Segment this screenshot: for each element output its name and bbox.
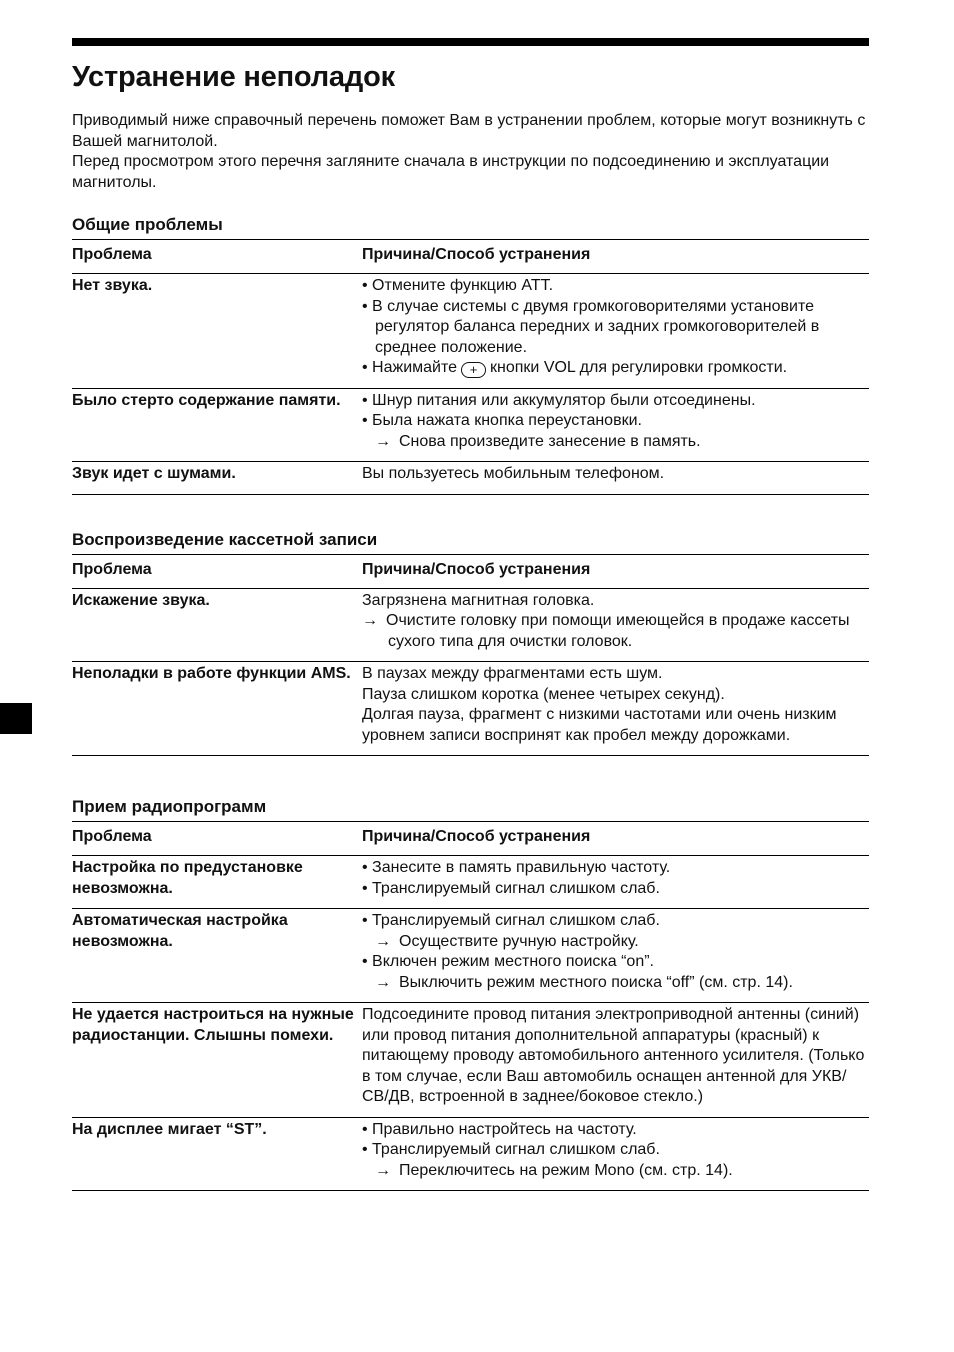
table-row [72,662,869,756]
arrow-right-icon: → [362,612,378,629]
item-text: Шнур питания или аккумулятор были отсоединены. [372,391,756,409]
plain-item: Пауза слишком коротка (менее четырех секунд). [362,685,725,703]
bullet-item [362,858,869,879]
intro-paragraph: Перед просмотром этого перечня загляните сначала в инструкции по подсоединению и эксплуатации магнитолы. [72,153,830,191]
title-rule [72,38,869,46]
table-row [72,462,869,495]
column-header-cause: Причина/Способ устранения [362,554,869,588]
plain-item: В паузах между фрагментами есть шум. [362,665,663,682]
bullet-item [362,358,869,379]
problem-cell: Искажение звука. [72,588,362,662]
cause-cell [362,1117,869,1191]
problem-cell: Автоматическая настройка невозможна. [72,909,362,1003]
item-text: Транслируемый сигнал слишком слаб. [372,1141,660,1158]
bullet-icon: • [362,859,373,876]
arrow-item [362,611,869,652]
arrow-item [375,432,869,453]
arrow-item [375,932,869,953]
item-text: Включен режим местного поиска “on”. [372,953,654,970]
table-row [72,274,869,389]
troubleshooting-table [72,821,869,1191]
problem-cell: Неполадки в работе функции AMS. [72,662,362,756]
bullet-item [362,391,869,412]
item-text: Выключить режим местного поиска “off” (см. стр. 14). [399,973,793,991]
troubleshooting-sections [72,215,869,1191]
cause-cell [362,1003,869,1118]
page-edge-tab [0,703,32,734]
cause-cell [362,909,869,1003]
bullet-icon: • [362,359,373,376]
problem-cell: Не удается настроиться на нужные радиостанции. Слышны помехи. [72,1003,362,1118]
bullet-item [362,879,869,900]
arrow-right-icon: → [375,932,391,950]
section-title: Воспроизведение кассетной записи [72,529,378,549]
item-text: Снова произведите занесение в память. [399,432,701,450]
bullet-item [362,952,869,973]
item-text: В случае системы с двумя громкоговорителями установите регулятор баланса передних и задних громкоговорителей в среднее положение. [372,297,820,356]
cause-cell [362,662,869,756]
item-text: Занесите в память правильную частоту. [372,859,671,876]
item-text: Транслируемый сигнал слишком слаб. [372,912,660,929]
page-content [72,38,869,1191]
table-row [72,388,869,462]
bullet-icon: • [362,391,373,409]
column-header-problem: Проблема [72,822,362,856]
intro-text [72,111,869,193]
bullet-item [362,297,869,359]
problem-cell: На дисплее мигает “ST”. [72,1117,362,1191]
cause-cell [362,388,869,462]
item-text: Правильно настройтесь на частоту. [372,1120,637,1138]
vol-plus-button-icon: + [461,362,486,378]
cause-cell [362,588,869,662]
bullet-icon: • [362,1141,373,1158]
bullet-item [362,276,869,297]
problem-cell: Было стерто содержание памяти. [72,388,362,462]
problem-cell: Звук идет с шумами. [72,462,362,495]
table-row [72,856,869,909]
bullet-icon: • [362,412,373,429]
column-header-cause: Причина/Способ устранения [362,240,869,274]
table-row [72,1117,869,1191]
section-title: Прием радиопрограмм [72,797,267,816]
plain-item: Долгая пауза, фрагмент с низкими частотами или очень низким уровнем записи воспринят как пробел между дорожками. [362,706,837,744]
bullet-icon: • [362,879,373,897]
item-text: Очистите головку при помощи имеющейся в продаже кассеты сухого типа для очистки головок. [386,612,850,650]
table-row [72,909,869,1003]
arrow-item [375,973,869,994]
cause-cell [362,462,869,495]
arrow-right-icon: → [375,432,391,450]
problem-cell: Настройка по предустановке невозможна. [72,856,362,909]
item-text: Отмените функцию ATT. [372,277,554,294]
cause-cell [362,274,869,389]
bullet-icon: • [362,277,373,294]
bullet-icon: • [362,912,373,929]
table-row [72,588,869,662]
bullet-icon: • [362,1120,373,1138]
bullet-item [362,411,869,432]
item-text: Транслируемый сигнал слишком слаб. [372,879,660,897]
item-text: Нажимайте [372,359,458,376]
problem-cell: Нет звука. [72,274,362,389]
arrow-item [375,1161,869,1182]
bullet-item [362,1140,869,1161]
cause-cell [362,856,869,909]
bullet-item [362,1120,869,1141]
item-text: Была нажата кнопка переустановки. [372,412,642,429]
column-header-problem: Проблема [72,240,362,274]
table-row [72,1003,869,1118]
item-text: Переключитесь на режим Mono (см. стр. 14). [399,1161,733,1179]
bullet-icon: • [362,297,373,315]
section [72,797,869,1191]
section-title: Общие проблемы [72,215,223,234]
troubleshooting-table [72,239,869,495]
plain-item: Вы пользуетесь мобильным телефоном. [362,465,665,482]
bullet-item [362,911,869,932]
item-text: кнопки VOL для регулировки громкости. [490,359,788,376]
item-text: Осуществите ручную настройку. [399,932,639,950]
page-title: Устранение неполадок [72,61,395,93]
section [72,215,869,495]
bullet-icon: • [362,953,373,970]
intro-paragraph: Приводимый ниже справочный перечень поможет Вам в устранении проблем, которые могут возникнуть с Вашей магнитолой. [72,112,866,150]
column-header-cause: Причина/Способ устранения [362,822,869,856]
plain-item: Подсоедините провод питания электроприводной антенны (синий) или провод питания дополнительной аппаратуры (красный) к питающему проводу автомобильного антенного усилителя. (Только в том случае, если Ваш автомобиль оснащен антенной для УКВ/СВ/ДВ, встроенной в заднее/боковое стекло.) [362,1006,865,1105]
troubleshooting-table [72,554,869,757]
arrow-right-icon: → [375,1161,391,1179]
arrow-right-icon: → [375,973,391,991]
plain-item: Загрязнена магнитная головка. [362,591,595,609]
column-header-problem: Проблема [72,554,362,588]
section [72,530,869,757]
